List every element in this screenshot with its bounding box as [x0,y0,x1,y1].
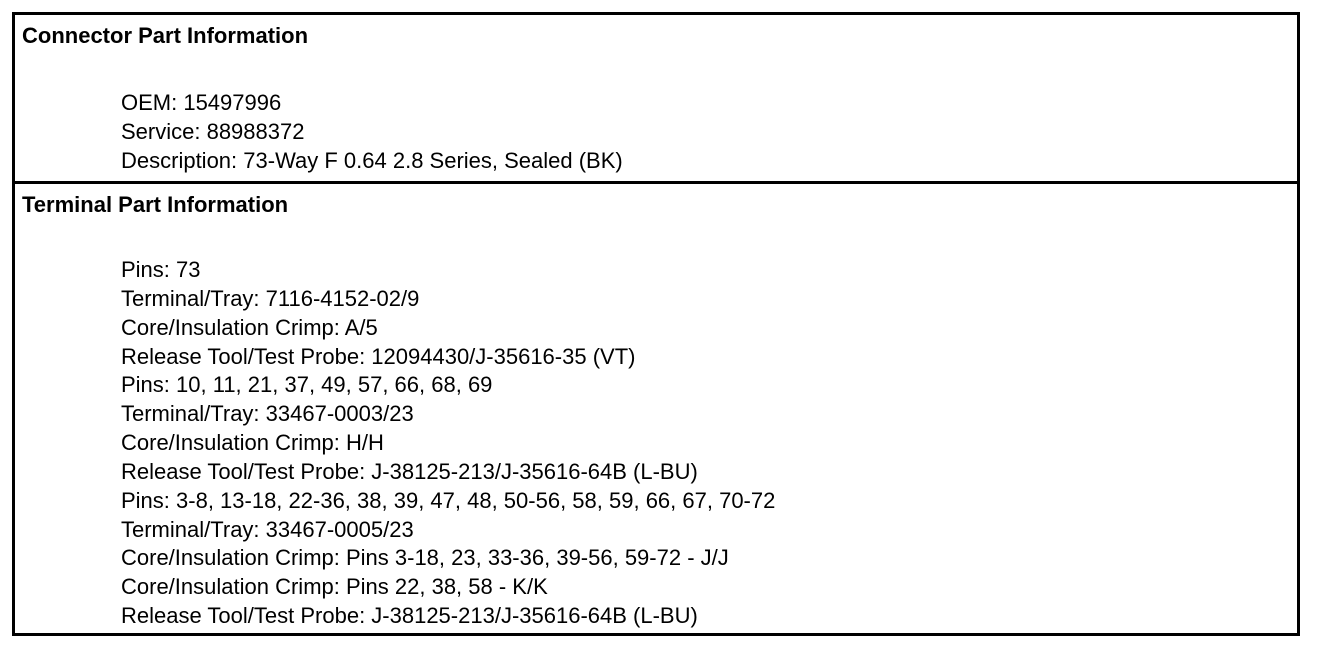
terminal-tray-line: Terminal/Tray: 33467-0003/23 [121,401,414,427]
terminal-release-tool-line: Release Tool/Test Probe: J-38125-213/J-35616-64B (L-BU) [121,458,698,484]
connector-description-line: Description: 73-Way F 0.64 2.8 Series, Sealed (BK) [121,147,623,173]
terminal-pins-line: Pins: 3-8, 13-18, 22-36, 38, 39, 47, 48, 50-56, 58, 59, 66, 67, 70-72 [121,487,776,513]
terminal-part-section [15,181,1297,633]
terminal-crimp-line: Core/Insulation Crimp: Pins 22, 38, 58 - K/K [121,574,548,600]
terminal-pins-line: Pins: 73 [121,257,201,282]
terminal-details-list [121,256,775,631]
connector-section-title: Connector Part Information [22,23,309,48]
terminal-section-title: Terminal Part Information [22,192,289,217]
terminal-crimp-line: Core/Insulation Crimp: H/H [121,430,384,456]
terminal-pins-line: Pins: 10, 11, 21, 37, 49, 57, 66, 68, 69 [121,372,493,398]
terminal-release-tool-line: Release Tool/Test Probe: 12094430/J-35616-35 (VT) [121,343,636,369]
terminal-tray-line: Terminal/Tray: 7116-4152-02/9 [121,285,420,311]
terminal-crimp-line: Core/Insulation Crimp: Pins 3-18, 23, 33-36, 39-56, 59-72 - J/J [121,545,729,571]
connector-service-line: Service: 88988372 [121,118,305,144]
terminal-crimp-line: Core/Insulation Crimp: A/5 [121,314,378,340]
part-information-table [12,12,1300,636]
terminal-release-tool-line: Release Tool/Test Probe: J-38125-213/J-35616-64B (L-BU) [121,603,698,629]
terminal-tray-line: Terminal/Tray: 33467-0005/23 [121,516,414,542]
connector-part-section [15,15,1297,181]
connector-details-list [121,89,623,176]
connector-oem-line: OEM: 15497996 [121,90,282,115]
